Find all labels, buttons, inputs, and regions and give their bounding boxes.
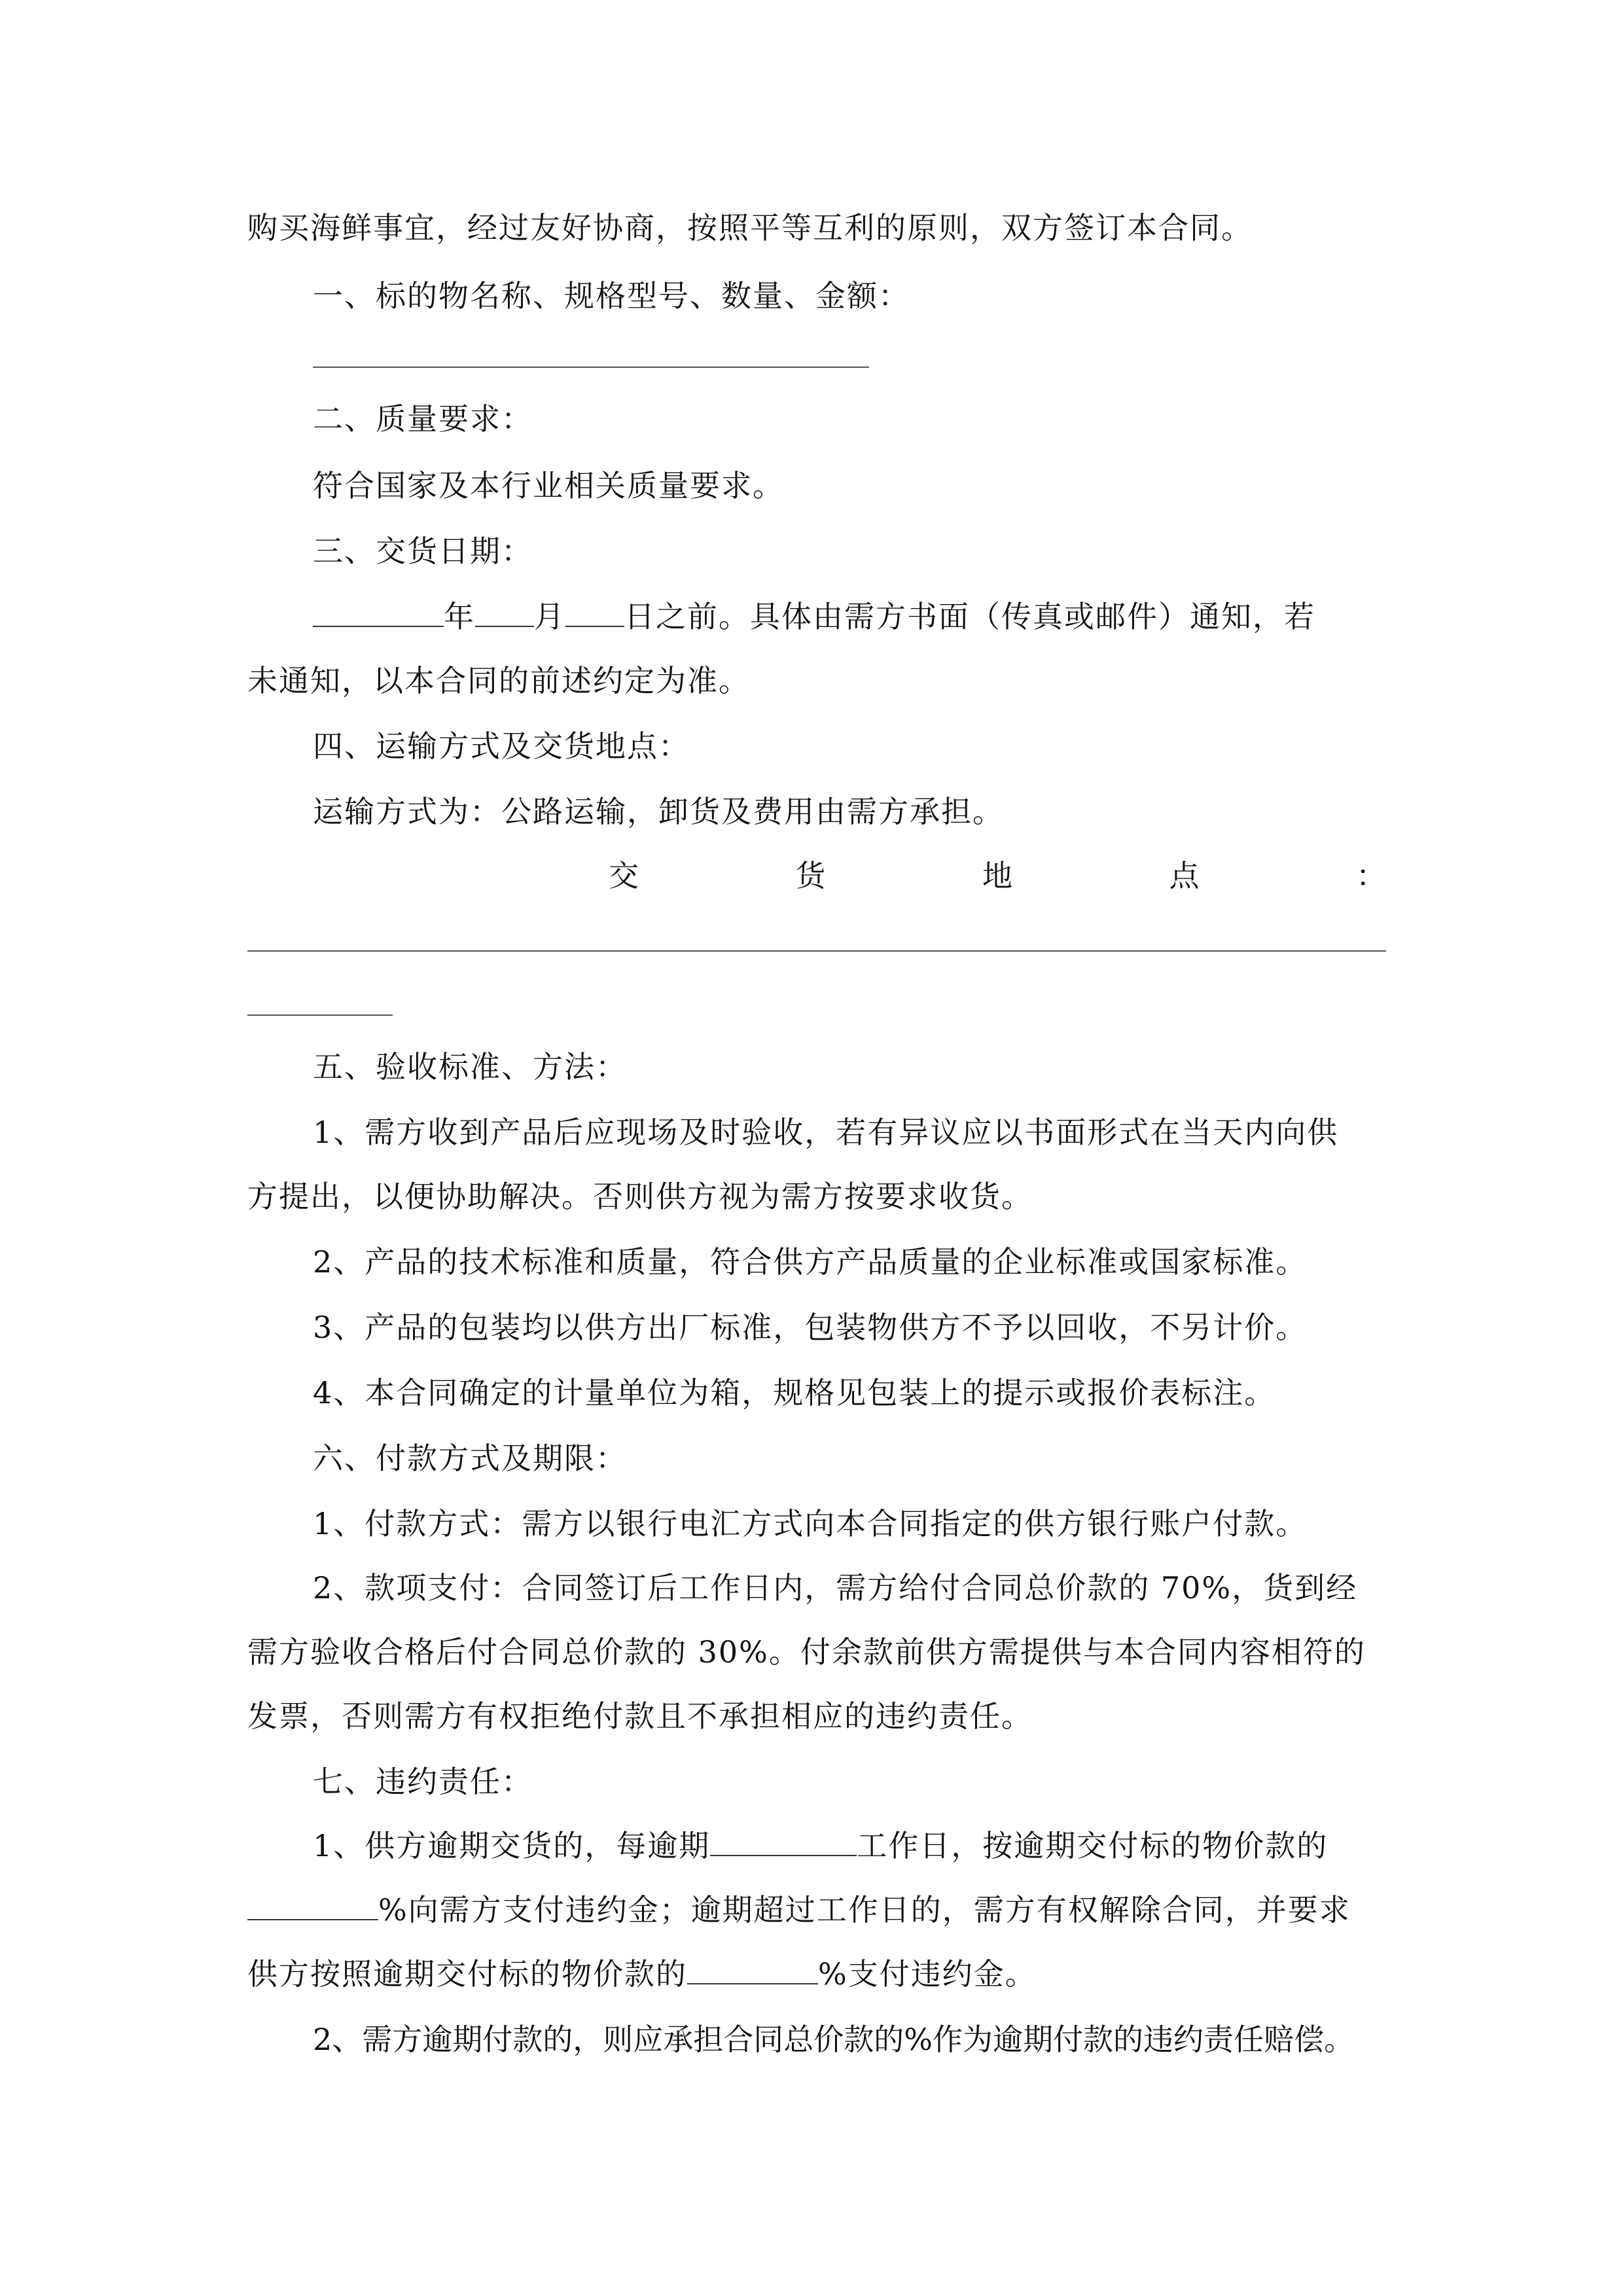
breach-clause-1-text: 1、供方逾期交货的，每逾期 [313, 1828, 711, 1863]
delivery-date-line [313, 597, 1386, 636]
delivery-location-char: ： [1356, 858, 1386, 893]
breach-clause-1-continuation-text: %向需方支付违约金；逾期超过工作日的，需方有权解除合同，并要求 [378, 1892, 1351, 1928]
delivery-location-char: 地 [982, 858, 1012, 893]
month-label: 月 [534, 599, 565, 634]
acceptance-clause-3: 3、产品的包装均以供方出厂标准，包装物供方不予以回收，不另计价。 [313, 1310, 1308, 1345]
section-2-heading: 二、质量要求： [313, 401, 533, 437]
section-5-heading: 五、验收标准、方法： [313, 1049, 627, 1085]
acceptance-clause-1: 1、需方收到产品后应现场及时验收，若有异议应以书面形式在当天内向供 [313, 1115, 1339, 1150]
delivery-location-blank-line [247, 950, 1386, 952]
acceptance-clause-4: 4、本合同确定的计量单位为箱，规格见包装上的提示或报价表标注。 [313, 1375, 1276, 1410]
month-blank [475, 597, 534, 627]
year-label: 年 [444, 599, 475, 634]
fill-in-blank-line [313, 367, 869, 368]
delivery-date-continuation: 未通知，以本合同的前述约定为准。 [247, 663, 750, 698]
breach-clause-2: 2、需方逾期付款的，则应承担合同总价款的%作为逾期付款的违约责任赔偿。 [313, 2022, 1354, 2057]
acceptance-clause-2: 2、产品的技术标准和质量，符合供方产品质量的企业标准或国家标准。 [313, 1244, 1308, 1280]
section-7-heading: 七、违约责任： [313, 1764, 533, 1799]
breach-clause-1 [313, 1826, 1386, 1865]
penalty-percent-blank-2 [687, 1954, 818, 1984]
payment-clause-2-continuation: 需方验收合格后付合同总价款的 30%。付余款前供方需提供与本合同内容相符的 [247, 1634, 1366, 1670]
payment-clause-1: 1、付款方式：需方以银行电汇方式向本合同指定的供方银行账户付款。 [313, 1506, 1308, 1541]
delivery-date-text: 日之前。具体由需方书面（传真或邮件）通知，若 [624, 599, 1315, 634]
breach-clause-1-continuation-2 [247, 1954, 1386, 1994]
year-blank [313, 597, 444, 627]
transport-method-text: 运输方式为：公路运输，卸货及费用由需方承担。 [313, 794, 1004, 829]
breach-clause-1-text-2: 工作日，按逾期交付标的物价款的 [857, 1828, 1329, 1863]
section-3-heading: 三、交货日期： [313, 533, 533, 569]
payment-clause-2-continuation-2: 发票，否则需方有权拒绝付款且不承担相应的违约责任。 [247, 1698, 1033, 1734]
delivery-location-char: 点 [1169, 858, 1200, 893]
section-1-heading: 一、标的物名称、规格型号、数量、金额： [313, 278, 910, 314]
overdue-days-blank [710, 1826, 857, 1856]
breach-clause-1-continuation [247, 1890, 1386, 1929]
breach-clause-1-continuation-text-3: %支付违约金。 [818, 1956, 1037, 1992]
intro-line: 购买海鲜事宜，经过友好协商，按照平等互利的原则，双方签订本合同。 [247, 210, 1253, 245]
delivery-location-char: 货 [795, 858, 826, 893]
delivery-location-label [609, 856, 1386, 895]
payment-clause-2: 2、款项支付：合同签订后工作日内，需方给付合同总价款的 70%，货到经 [313, 1570, 1358, 1605]
delivery-location-char: 交 [609, 858, 639, 893]
acceptance-clause-1-continuation: 方提出，以便协助解决。否则供方视为需方按要求收货。 [247, 1179, 1033, 1214]
day-blank [565, 597, 624, 627]
section-6-heading: 六、付款方式及期限： [313, 1441, 627, 1476]
quality-requirement-text: 符合国家及本行业相关质量要求。 [313, 468, 784, 503]
section-4-heading: 四、运输方式及交货地点： [313, 728, 690, 764]
breach-clause-1-continuation-text-2: 供方按照逾期交付标的物价款的 [247, 1956, 687, 1992]
penalty-percent-blank [247, 1890, 378, 1920]
delivery-location-blank-line-short [247, 1014, 393, 1016]
